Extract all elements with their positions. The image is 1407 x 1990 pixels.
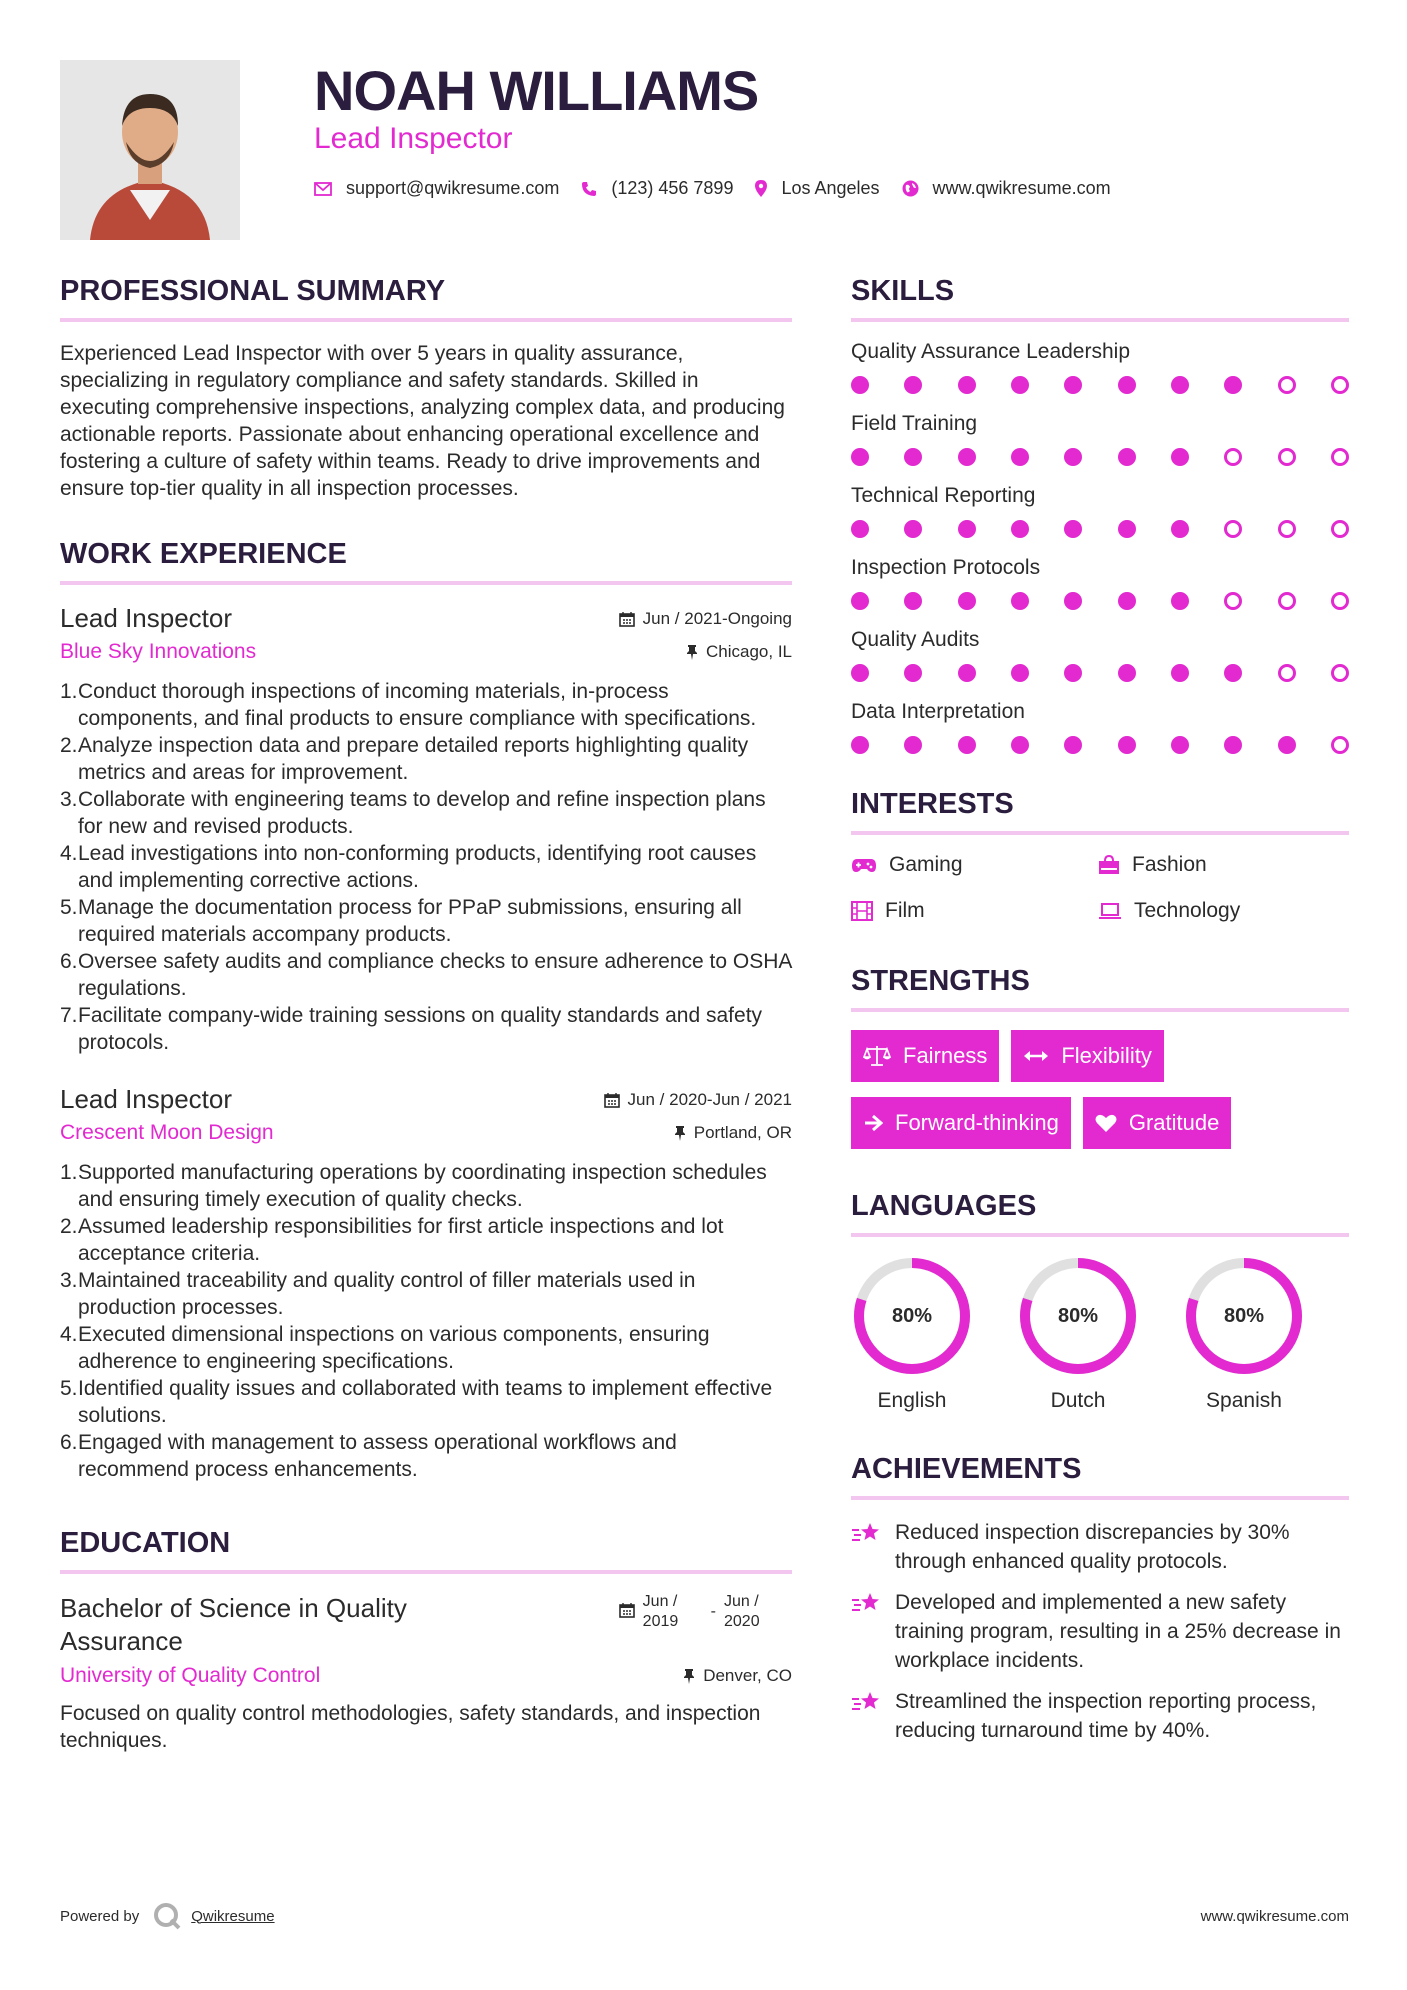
list-item: 3. Maintained traceability and quality control of filler materials used in production processes. — [60, 1269, 696, 1319]
interest-item — [1098, 853, 1345, 877]
skill-name: Quality Audits — [851, 628, 980, 651]
interest-label: Gaming — [889, 853, 963, 876]
job-dates-text: Jun / 2020-Jun / 2021 — [627, 1089, 792, 1109]
rating-dot-filled — [958, 448, 976, 466]
contact-website[interactable] — [902, 178, 1111, 199]
school-name: University of Quality Control — [60, 1664, 321, 1687]
language-name: Dutch — [1050, 1389, 1106, 1412]
rating-dot-filled — [904, 520, 922, 538]
rating-dot-filled — [851, 592, 869, 610]
skill-name: Technical Reporting — [851, 484, 1036, 507]
rating-dot-empty — [1331, 520, 1349, 538]
language-ring — [1017, 1255, 1139, 1377]
strength-tag — [851, 1097, 1071, 1149]
rating-dot-filled — [1278, 736, 1296, 754]
rating-dot-filled — [958, 520, 976, 538]
job-location-text: Chicago, IL — [706, 642, 792, 661]
list-item: 6. Engaged with management to assess operational workflows and recommend process enhancements. — [60, 1431, 677, 1481]
rating-dot-filled — [851, 664, 869, 682]
job-location — [674, 1123, 792, 1143]
rating-dot-filled — [851, 448, 869, 466]
education-end: Jun / 2020 — [724, 1593, 760, 1630]
language-name: English — [877, 1389, 947, 1412]
list-item: 4. Lead investigations into non-conforming products, identifying root causes and implementing corrective actions. — [60, 842, 757, 892]
website-text: www.qwikresume.com — [932, 178, 1111, 198]
language-percent: 80% — [1057, 1304, 1099, 1327]
interest-item — [851, 853, 1098, 877]
gamepad-icon — [851, 857, 877, 873]
film-icon — [851, 901, 873, 921]
footer — [60, 1902, 1349, 1930]
education-description: Focused on quality control methodologies, safety standards, and inspection techniques. — [60, 1702, 761, 1752]
achievement-item — [851, 1687, 1349, 1745]
rating-dot-empty — [1278, 376, 1296, 394]
rating-dot-filled — [851, 520, 869, 538]
strength-tag — [1011, 1030, 1163, 1082]
rating-dot-filled — [1171, 376, 1189, 394]
language-item — [851, 1255, 1017, 1413]
rating-dot-filled — [1064, 664, 1082, 682]
rating-dot-filled — [1224, 376, 1242, 394]
interest-item — [851, 899, 1098, 923]
rating-dot-filled — [1118, 520, 1136, 538]
skills-section — [851, 275, 1349, 754]
summary-text: Experienced Lead Inspector with over 5 years in quality assurance, specializing in regulatory compliance and safety standards. Skilled in executing comprehensive inspections, analyzing complex data, and producing actionable reports. Passionate about enhancing operational excellence and fostering a culture of safety within teams. Ready to drive improvements and ensure top-tier quality in all inspection processes. — [60, 342, 785, 500]
skill-rating — [851, 448, 1349, 466]
job-company: Crescent Moon Design — [60, 1121, 274, 1144]
interest-label: Fashion — [1132, 853, 1207, 876]
skill-name: Field Training — [851, 412, 978, 435]
rating-dot-filled — [1011, 736, 1029, 754]
rating-dot-empty — [1278, 448, 1296, 466]
rating-dot-filled — [958, 664, 976, 682]
skill-name: Quality Assurance Leadership — [851, 340, 1130, 363]
globe-icon — [902, 180, 919, 197]
list-item: 2. Analyze inspection data and prepare detailed reports highlighting quality metrics and areas for improvement. — [60, 734, 749, 784]
rating-dot-empty — [1331, 448, 1349, 466]
skills-list — [851, 340, 1349, 754]
experience-section — [60, 538, 792, 1483]
interest-item — [1098, 899, 1345, 923]
powered-by — [60, 1902, 275, 1930]
achievement-text: Reduced inspection discrepancies by 30% through enhanced quality protocols. — [895, 1521, 1290, 1573]
skill-item — [851, 412, 1349, 466]
qwikresume-logo-icon — [153, 1902, 181, 1930]
strength-tag — [1083, 1097, 1232, 1149]
language-ring — [851, 1255, 973, 1377]
section-title: LANGUAGES — [851, 1190, 1349, 1237]
rating-dot-filled — [1011, 448, 1029, 466]
strengths-section — [851, 965, 1349, 1164]
rating-dot-empty — [1278, 664, 1296, 682]
contact-phone[interactable] — [581, 178, 733, 199]
education-dates — [619, 1592, 792, 1632]
achievement-text: Streamlined the inspection reporting process, reducing turnaround time by 40%. — [895, 1690, 1317, 1742]
list-item: 5. Manage the documentation process for PPaP submissions, ensuring all required materials accompany products. — [60, 896, 742, 946]
language-percent: 80% — [1223, 1304, 1265, 1327]
rating-dot-filled — [904, 592, 922, 610]
rating-dot-filled — [1118, 448, 1136, 466]
rating-dot-filled — [1171, 520, 1189, 538]
shopping-bag-icon — [1098, 855, 1120, 875]
strength-tag — [851, 1030, 999, 1082]
section-title: WORK EXPERIENCE — [60, 538, 792, 585]
job-dates — [604, 1090, 792, 1110]
envelope-icon — [314, 182, 332, 196]
balance-scale-icon — [863, 1045, 891, 1067]
rating-dot-filled — [1118, 736, 1136, 754]
achievement-item — [851, 1518, 1349, 1576]
date-separator: - — [710, 1603, 716, 1620]
rating-dot-filled — [1171, 448, 1189, 466]
strength-label: Fairness — [903, 1043, 988, 1068]
skill-item — [851, 556, 1349, 610]
skill-item — [851, 700, 1349, 754]
language-item — [1183, 1255, 1349, 1413]
calendar-icon — [604, 1092, 620, 1108]
map-pin-icon — [755, 180, 767, 197]
list-item: 7. Facilitate company-wide training sessions on quality standards and safety protocols. — [60, 1004, 763, 1054]
list-item: 2. Assumed leadership responsibilities for first article inspections and lot acceptance criteria. — [60, 1215, 724, 1265]
school-location — [683, 1666, 792, 1686]
left-column — [60, 275, 792, 1754]
right-column — [851, 275, 1349, 1757]
strength-label: Gratitude — [1128, 1110, 1220, 1135]
skill-item — [851, 340, 1349, 394]
rating-dot-empty — [1331, 736, 1349, 754]
achievement-text: Developed and implemented a new safety training program, resulting in a 25% decrease in workplace incidents. — [895, 1591, 1341, 1672]
list-item: 1. Conduct thorough inspections of incoming materials, in-process components, and final products to ensure compliance with specifications. — [60, 680, 757, 730]
rating-dot-filled — [851, 376, 869, 394]
rating-dot-filled — [1011, 664, 1029, 682]
rating-dot-filled — [1064, 736, 1082, 754]
powered-by-text: Powered by — [60, 1907, 140, 1925]
rating-dot-filled — [904, 376, 922, 394]
rating-dot-empty — [1224, 448, 1242, 466]
job-location-text: Portland, OR — [693, 1123, 792, 1142]
heart-icon — [1095, 1113, 1117, 1133]
calendar-icon — [619, 611, 635, 627]
education-section — [60, 1527, 792, 1754]
job-dates — [619, 609, 792, 629]
calendar-icon — [619, 1602, 635, 1618]
language-ring — [1183, 1255, 1305, 1377]
rating-dot-filled — [958, 592, 976, 610]
language-name: Spanish — [1206, 1389, 1282, 1412]
rating-dot-filled — [958, 376, 976, 394]
contact-email[interactable] — [314, 178, 559, 199]
rating-dot-empty — [1278, 520, 1296, 538]
contact-location — [755, 178, 879, 199]
job-bullets — [60, 1159, 792, 1483]
summary-section — [60, 275, 792, 502]
rating-dot-filled — [851, 736, 869, 754]
candidate-name: NOAH WILLIAMS — [314, 59, 759, 122]
contact-bar — [314, 178, 1133, 199]
job-entry — [60, 1084, 792, 1483]
brand-link[interactable]: Qwikresume — [191, 1907, 275, 1925]
pushpin-icon — [674, 1125, 686, 1141]
school-location-text: Denver, CO — [703, 1666, 792, 1685]
skill-item — [851, 628, 1349, 682]
shooting-star-icon — [851, 1520, 881, 1546]
job-bullets — [60, 678, 792, 1056]
achievements-section — [851, 1453, 1349, 1745]
profile-photo — [60, 60, 240, 240]
rating-dot-empty — [1331, 664, 1349, 682]
section-title: INTERESTS — [851, 788, 1349, 835]
interest-label: Film — [885, 899, 925, 922]
rating-dot-filled — [1171, 664, 1189, 682]
section-title: PROFESSIONAL SUMMARY — [60, 275, 792, 322]
rating-dot-filled — [1064, 376, 1082, 394]
rating-dot-filled — [904, 736, 922, 754]
languages-section — [851, 1190, 1349, 1413]
education-start: Jun / 2019 — [642, 1593, 679, 1630]
list-item: 6. Oversee safety audits and compliance checks to ensure adherence to OSHA regulations. — [60, 950, 792, 1000]
arrow-right-icon — [863, 1114, 883, 1132]
language-item — [1017, 1255, 1183, 1413]
shooting-star-icon — [851, 1590, 881, 1616]
job-title: Lead Inspector — [60, 1084, 233, 1114]
skill-name: Data Interpretation — [851, 700, 1025, 723]
section-title: ACHIEVEMENTS — [851, 1453, 1349, 1500]
list-item: 1. Supported manufacturing operations by coordinating inspection schedules and ensuring timely execution of quality checks. — [60, 1161, 767, 1211]
rating-dot-filled — [1064, 448, 1082, 466]
phone-icon — [581, 181, 597, 197]
rating-dot-filled — [1224, 664, 1242, 682]
rating-dot-filled — [1171, 592, 1189, 610]
rating-dot-empty — [1331, 592, 1349, 610]
section-title: EDUCATION — [60, 1527, 792, 1574]
section-title: SKILLS — [851, 275, 1349, 322]
job-title: Lead Inspector — [60, 603, 233, 633]
skill-item — [851, 484, 1349, 538]
rating-dot-empty — [1331, 376, 1349, 394]
strength-label: Flexibility — [1061, 1043, 1152, 1068]
rating-dot-filled — [1118, 592, 1136, 610]
list-item: 3. Collaborate with engineering teams to develop and refine inspection plans for new and revised products. — [60, 788, 766, 838]
rating-dot-empty — [1224, 592, 1242, 610]
location-text: Los Angeles — [781, 178, 880, 198]
rating-dot-filled — [1064, 592, 1082, 610]
strength-label: Forward-thinking — [895, 1110, 1059, 1135]
skill-rating — [851, 664, 1349, 682]
list-item: 5. Identified quality issues and collaborated with teams to implement effective solutions. — [60, 1377, 773, 1427]
degree-title: Bachelor of Science in Quality Assurance — [60, 1593, 407, 1656]
skill-rating — [851, 520, 1349, 538]
candidate-role: Lead Inspector — [314, 122, 513, 155]
job-company: Blue Sky Innovations — [60, 640, 257, 663]
rating-dot-empty — [1224, 520, 1242, 538]
job-location — [686, 642, 792, 662]
skill-rating — [851, 376, 1349, 394]
skill-rating — [851, 592, 1349, 610]
interest-label: Technology — [1134, 899, 1241, 922]
skill-name: Inspection Protocols — [851, 556, 1041, 579]
interests-section — [851, 788, 1349, 923]
rating-dot-filled — [1118, 376, 1136, 394]
rating-dot-filled — [1011, 520, 1029, 538]
rating-dot-filled — [1011, 592, 1029, 610]
laptop-icon — [1098, 902, 1122, 920]
rating-dot-filled — [1224, 736, 1242, 754]
rating-dot-filled — [1171, 736, 1189, 754]
shooting-star-icon — [851, 1689, 881, 1715]
arrows-horizontal-icon — [1023, 1049, 1049, 1063]
languages-list — [851, 1255, 1349, 1413]
section-title: STRENGTHS — [851, 965, 1349, 1012]
rating-dot-filled — [958, 736, 976, 754]
rating-dot-filled — [1064, 520, 1082, 538]
rating-dot-filled — [1118, 664, 1136, 682]
phone-text: (123) 456 7899 — [611, 178, 734, 198]
job-entry — [60, 603, 792, 1056]
list-item: 4. Executed dimensional inspections on various components, ensuring adherence to engineering specifications. — [60, 1323, 710, 1373]
pushpin-icon — [683, 1668, 695, 1684]
email-text: support@qwikresume.com — [346, 178, 560, 198]
skill-rating — [851, 736, 1349, 754]
achievement-item — [851, 1588, 1349, 1675]
language-percent: 80% — [891, 1304, 933, 1327]
rating-dot-filled — [1011, 376, 1029, 394]
rating-dot-filled — [904, 664, 922, 682]
pushpin-icon — [686, 644, 698, 660]
rating-dot-empty — [1278, 592, 1296, 610]
footer-website[interactable]: www.qwikresume.com — [1200, 1907, 1349, 1925]
rating-dot-filled — [904, 448, 922, 466]
job-dates-text: Jun / 2021-Ongoing — [642, 608, 792, 628]
